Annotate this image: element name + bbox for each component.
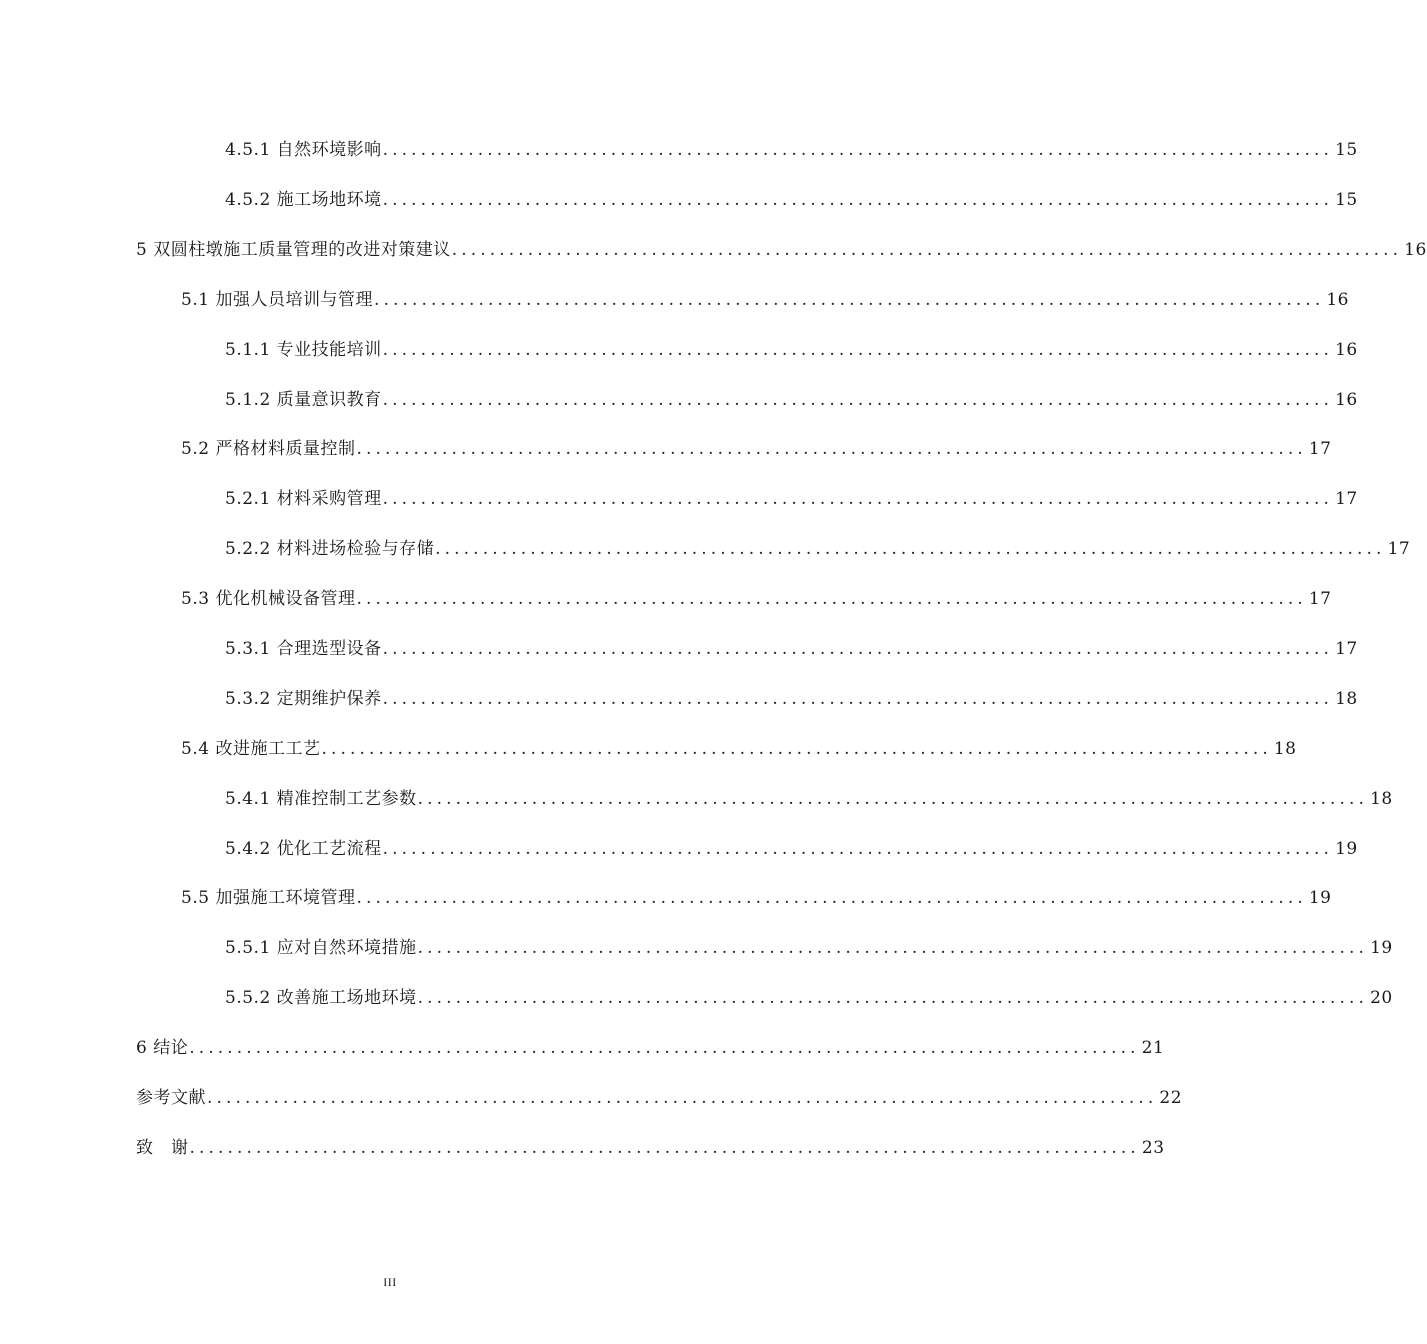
toc-entry[interactable] <box>225 786 1393 812</box>
toc-entry-page: 15 <box>1335 140 1358 160</box>
toc-dot-leader: .................................................................................................... <box>356 589 1307 609</box>
toc-entry-page: 18 <box>1370 789 1393 809</box>
toc-entry[interactable] <box>225 686 1358 712</box>
toc-entry[interactable] <box>225 187 1358 213</box>
toc-entry-page: 16 <box>1404 240 1427 260</box>
toc-entry[interactable] <box>225 836 1358 862</box>
toc-entry-page: 19 <box>1370 938 1393 958</box>
toc-entry-label: 4.5.2 施工场地环境 <box>225 190 382 210</box>
toc-dot-leader: .................................................................................................... <box>382 190 1334 210</box>
toc-entry[interactable] <box>225 935 1393 961</box>
toc-dot-leader: .................................................................................................... <box>356 439 1307 459</box>
toc-entry[interactable] <box>225 387 1358 413</box>
toc-entry-page: 22 <box>1159 1088 1183 1108</box>
toc-entry[interactable] <box>136 1035 1165 1061</box>
toc-entry-page: 17 <box>1335 639 1358 659</box>
toc-dot-leader: .................................................................................................... <box>382 839 1334 859</box>
toc-entry[interactable] <box>136 1085 1183 1111</box>
toc-entry-label: 5.5.2 改善施工场地环境 <box>225 988 417 1008</box>
toc-entry[interactable] <box>181 287 1349 313</box>
toc-entry-page: 16 <box>1335 340 1358 360</box>
toc-dot-leader: .................................................................................................... <box>382 340 1334 360</box>
toc-entry-label: 5.5 加强施工环境管理 <box>181 888 356 908</box>
toc-dot-leader: .................................................................................................... <box>382 140 1334 160</box>
toc-entry-page: 23 <box>1141 1138 1165 1158</box>
toc-entry-label: 致 谢 <box>136 1138 189 1158</box>
toc-entry-page: 17 <box>1387 539 1411 559</box>
toc-entry-page: 18 <box>1335 689 1358 709</box>
toc-entry-page: 20 <box>1370 988 1393 1008</box>
toc-entry[interactable] <box>136 1135 1165 1161</box>
toc-dot-leader: .................................................................................................... <box>435 539 1386 559</box>
toc-entry[interactable] <box>225 337 1358 363</box>
toc-entry-page: 19 <box>1335 839 1358 859</box>
toc-entry[interactable] <box>181 436 1332 462</box>
toc-entry-label: 5.3.1 合理选型设备 <box>225 639 382 659</box>
toc-entry-label: 5.2.2 材料进场检验与存储 <box>225 539 435 559</box>
toc-entry-page: 21 <box>1141 1038 1165 1058</box>
toc-dot-leader: .................................................................................................... <box>417 938 1369 958</box>
toc-entry-page: 16 <box>1335 390 1358 410</box>
toc-entry-page: 18 <box>1273 739 1297 759</box>
toc-dot-leader: .................................................................................................... <box>417 789 1369 809</box>
toc-entry-page: 17 <box>1308 589 1332 609</box>
toc-dot-leader: .................................................................................................... <box>382 639 1334 659</box>
toc-entry[interactable] <box>225 985 1393 1011</box>
toc-dot-leader: .................................................................................................... <box>382 689 1334 709</box>
toc-entry-label: 6 结论 <box>136 1038 189 1058</box>
toc-entry[interactable] <box>225 636 1358 662</box>
toc-entry-label: 5.3 优化机械设备管理 <box>181 589 356 609</box>
toc-entry[interactable] <box>181 586 1332 612</box>
toc-entry-page: 15 <box>1335 190 1358 210</box>
toc-entry[interactable] <box>225 137 1358 163</box>
toc-entry-label: 5 双圆柱墩施工质量管理的改进对策建议 <box>136 240 451 260</box>
toc-entry-label: 4.5.1 自然环境影响 <box>225 140 382 160</box>
toc-entry-label: 5.2.1 材料采购管理 <box>225 489 382 509</box>
toc-dot-leader: .................................................................................................... <box>373 290 1325 310</box>
page-number: III <box>383 1275 397 1289</box>
toc-dot-leader: .................................................................................................... <box>417 988 1369 1008</box>
toc-dot-leader: .................................................................................................... <box>189 1038 1140 1058</box>
toc-dot-leader: .................................................................................................... <box>321 739 1272 759</box>
toc-entry-label: 5.1.2 质量意识教育 <box>225 390 382 410</box>
toc-entry[interactable] <box>181 736 1297 762</box>
toc-entry-label: 5.4.1 精准控制工艺参数 <box>225 789 417 809</box>
toc-dot-leader: .................................................................................................... <box>451 240 1403 260</box>
toc-entry[interactable] <box>225 486 1358 512</box>
toc-entry-label: 5.3.2 定期维护保养 <box>225 689 382 709</box>
toc-entry[interactable] <box>181 885 1332 911</box>
toc-dot-leader: .................................................................................................... <box>189 1138 1140 1158</box>
toc-dot-leader: .................................................................................................... <box>356 888 1307 908</box>
toc-entry-label: 5.5.1 应对自然环境措施 <box>225 938 417 958</box>
toc-entry-page: 17 <box>1308 439 1332 459</box>
toc-entry-label: 参考文献 <box>136 1088 206 1108</box>
toc-dot-leader: .................................................................................................... <box>207 1088 1158 1108</box>
toc-entry-label: 5.4 改进施工工艺 <box>181 739 321 759</box>
toc-entry-page: 16 <box>1326 290 1349 310</box>
toc-entry[interactable] <box>225 536 1411 562</box>
toc-entry-label: 5.2 严格材料质量控制 <box>181 439 356 459</box>
toc-dot-leader: .................................................................................................... <box>382 390 1334 410</box>
toc-entry[interactable] <box>136 237 1427 263</box>
toc-dot-leader: .................................................................................................... <box>382 489 1334 509</box>
toc-entry-label: 5.4.2 优化工艺流程 <box>225 839 382 859</box>
toc-entry-label: 5.1 加强人员培训与管理 <box>181 290 373 310</box>
toc-entry-page: 17 <box>1335 489 1358 509</box>
toc-entry-label: 5.1.1 专业技能培训 <box>225 340 382 360</box>
toc-entry-page: 19 <box>1308 888 1332 908</box>
